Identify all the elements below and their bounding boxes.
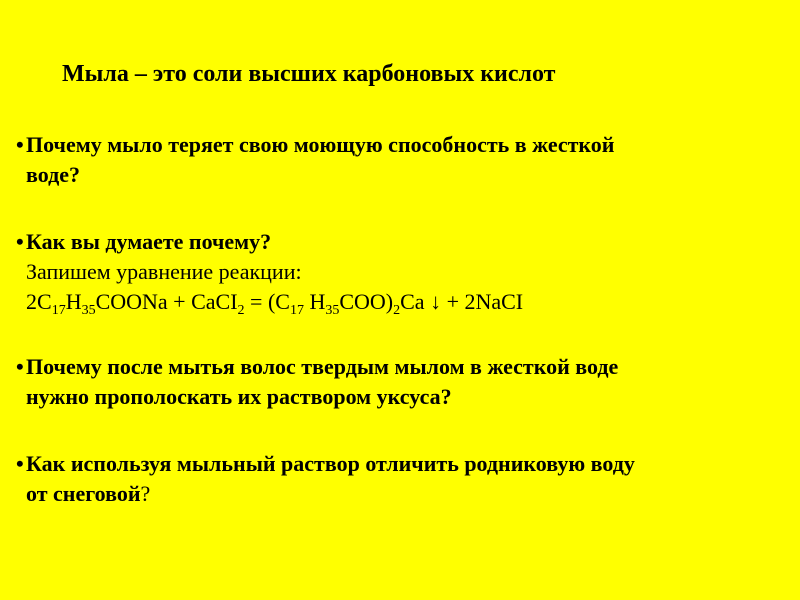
question-1 [16,130,786,190]
question-1-line-1: Почему мыло теряет свою моющую способность в жесткой [26,132,615,157]
question-4-line-2-text: от снеговой [26,481,141,506]
question-1-line-2: воде? [26,162,80,187]
eq-part: COO) [339,289,394,314]
eq-part: = (C [244,289,290,314]
eq-part: 2C [26,289,52,314]
bullet-icon: • [16,451,24,476]
eq-subscript: 35 [325,303,340,318]
question-3-row [16,352,786,382]
question-4-line-1: Как используя мыльный раствор отличить родниковую воду [26,451,635,476]
bullet-icon: • [16,229,24,254]
eq-subscript: 35 [81,303,96,318]
question-3-line-1: Почему после мытья волос твердым мылом в жесткой воде [26,354,619,379]
slide-title: Мыла – это соли высших карбоновых кислот [62,61,556,87]
eq-part: H [65,289,82,314]
question-2 [16,227,786,317]
eq-subscript: 17 [51,303,66,318]
question-mark: ? [140,481,151,506]
question-3 [16,352,786,412]
question-2-row [16,227,786,257]
question-4 [16,449,786,509]
eq-part: COONa + CaCI [95,289,238,314]
question-3-line-2: нужно прополоскать их раствором уксуса? [26,384,452,409]
eq-subscript: 17 [289,303,304,318]
eq-subscript: 2 [393,303,401,318]
eq-part: Ca ↓ + 2NaCI [400,289,524,314]
question-4-line-2 [16,479,786,509]
bullet-icon: • [16,132,24,157]
eq-part: H [303,289,326,314]
eq-subscript: 2 [237,303,245,318]
question-2-line-1: Как вы думаете почему? [26,229,272,254]
bullet-icon: • [16,354,24,379]
question-4-row [16,449,786,479]
reaction-equation [16,287,786,317]
question-2-line-2: Запишем уравнение реакции: [26,259,302,284]
question-1-row [16,130,786,160]
